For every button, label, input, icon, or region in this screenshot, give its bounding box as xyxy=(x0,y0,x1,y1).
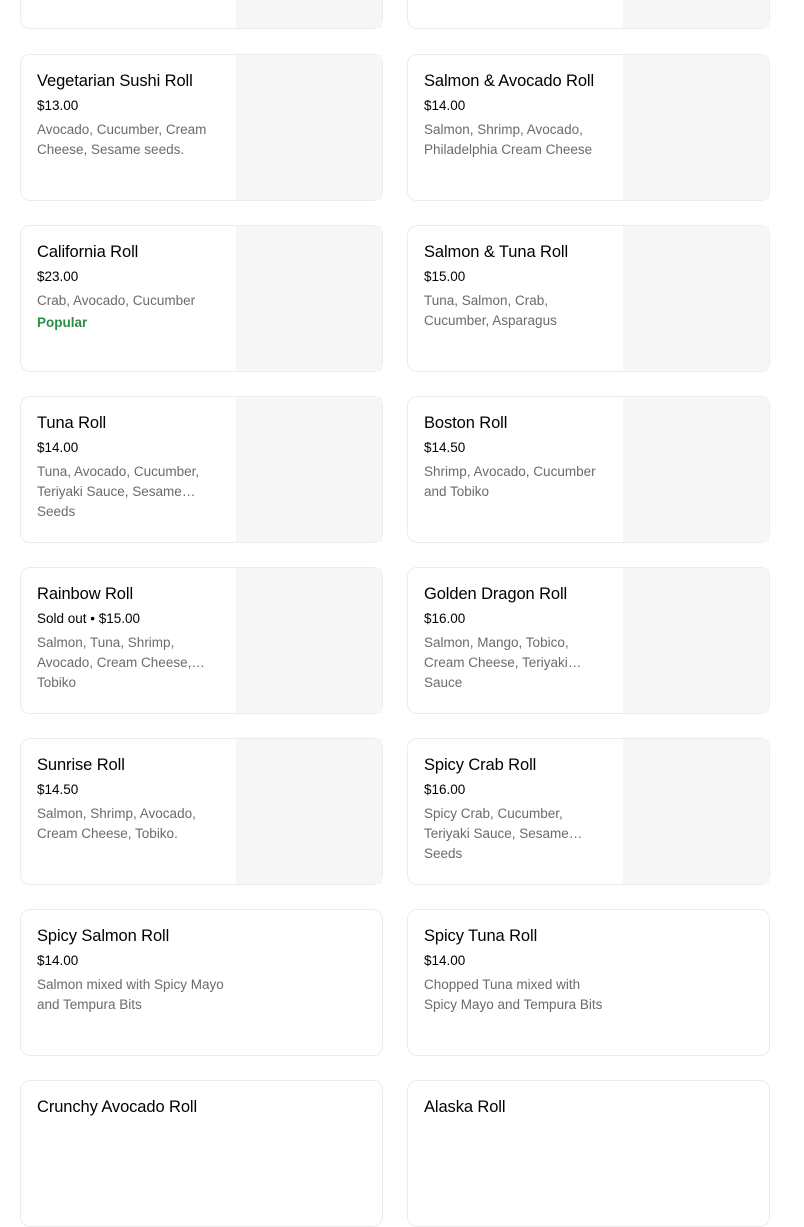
menu-item-name: Rainbow Roll xyxy=(37,585,134,603)
menu-item-price: $16.00 xyxy=(424,611,466,626)
menu-item-description: Tuna, Salmon, Crab, Cucumber, Asparagus xyxy=(424,293,557,328)
menu-item-description: Spicy Crab, Cucumber, Teriyaki Sauce, Sesame Seeds xyxy=(424,806,569,861)
menu-item-card[interactable] xyxy=(20,396,383,543)
menu-item-name: Spicy Tuna Roll xyxy=(424,927,538,945)
menu-item-name: Salmon & Avocado Roll xyxy=(424,72,595,90)
menu-item-card[interactable] xyxy=(20,1080,383,1227)
menu-item-card[interactable] xyxy=(407,54,770,201)
menu-item-name: Vegetarian Sushi Roll xyxy=(37,72,193,90)
menu-item-image xyxy=(236,0,382,28)
menu-item-name: Alaska Roll xyxy=(424,1098,506,1116)
menu-item-image xyxy=(623,739,769,884)
popular-badge: Popular xyxy=(37,315,88,330)
menu-item-name: Salmon & Tuna Roll xyxy=(424,243,569,261)
menu-item-image xyxy=(236,397,382,542)
menu-item-price: $14.00 xyxy=(37,953,79,968)
menu-item-price: $14.50 xyxy=(424,440,466,455)
menu-item-card[interactable] xyxy=(407,225,770,372)
menu-item-image xyxy=(623,55,769,200)
menu-item-description: Salmon, Shrimp, Avocado, Philadelphia Cream Cheese xyxy=(424,122,593,157)
menu-item-description: Salmon, Tuna, Shrimp, Avocado, Cream Cheese, Tobiko xyxy=(37,635,192,690)
menu-item-image xyxy=(623,397,769,542)
menu-item-description: Crab, Avocado, Cucumber xyxy=(37,293,196,308)
menu-item-price: $16.00 xyxy=(424,782,466,797)
menu-item-card[interactable] xyxy=(20,567,383,714)
menu-item-name: Boston Roll xyxy=(424,414,508,432)
menu-item-name: Crunchy Avocado Roll xyxy=(37,1098,198,1116)
menu-item-description: Salmon, Shrimp, Avocado, Cream Cheese, Tobiko. xyxy=(37,806,196,841)
menu-item-price: $13.00 xyxy=(37,98,79,113)
menu-item-name: Spicy Crab Roll xyxy=(424,756,537,774)
menu-item-card[interactable] xyxy=(407,909,770,1056)
menu-item-price: $14.50 xyxy=(37,782,79,797)
menu-item-description: Salmon mixed with Spicy Mayo and Tempura Bits xyxy=(37,977,224,1012)
menu-item-card[interactable] xyxy=(20,225,383,372)
menu-item-description: Avocado, Cucumber, Cream Cheese, Sesame seeds. xyxy=(37,122,207,157)
menu-item-image xyxy=(623,0,769,28)
menu-item-image xyxy=(623,568,769,713)
menu-item-image xyxy=(623,226,769,371)
menu-item-name: Spicy Salmon Roll xyxy=(37,927,170,945)
menu-item-card[interactable] xyxy=(20,0,383,29)
menu-item-card[interactable] xyxy=(20,738,383,885)
menu-item-description: Shrimp, Avocado, Cucumber and Tobiko xyxy=(424,464,596,499)
menu-item-name: Sunrise Roll xyxy=(37,756,125,774)
menu-item-price: $14.00 xyxy=(424,98,466,113)
menu-item-name: California Roll xyxy=(37,243,139,261)
menu-item-image xyxy=(236,568,382,713)
menu-item-image xyxy=(236,55,382,200)
menu-item-price: $14.00 xyxy=(424,953,466,968)
menu-item-card[interactable] xyxy=(407,1080,770,1227)
menu-item-card[interactable] xyxy=(407,0,770,29)
menu-item-description: Salmon, Mango, Tobico, Cream Cheese, Teriyaki Sauce xyxy=(424,635,569,690)
menu-item-card[interactable] xyxy=(407,396,770,543)
menu-item-description: Chopped Tuna mixed with Spicy Mayo and Tempura Bits xyxy=(424,977,603,1012)
menu-item-price: $14.00 xyxy=(37,440,79,455)
menu-item-image xyxy=(236,226,382,371)
menu-item-description: Tuna, Avocado, Cucumber, Teriyaki Sauce, Sesame Seeds xyxy=(37,464,200,519)
menu-item-price: Sold out • $15.00 xyxy=(37,611,141,626)
menu-item-price: $23.00 xyxy=(37,269,79,284)
menu-item-card[interactable] xyxy=(20,54,383,201)
menu-item-image xyxy=(236,739,382,884)
menu-item-name: Tuna Roll xyxy=(37,414,107,432)
menu-item-price: $15.00 xyxy=(424,269,466,284)
menu-item-card[interactable] xyxy=(407,567,770,714)
menu-item-card[interactable] xyxy=(20,909,383,1056)
menu-item-card[interactable] xyxy=(407,738,770,885)
menu-item-name: Golden Dragon Roll xyxy=(424,585,568,603)
